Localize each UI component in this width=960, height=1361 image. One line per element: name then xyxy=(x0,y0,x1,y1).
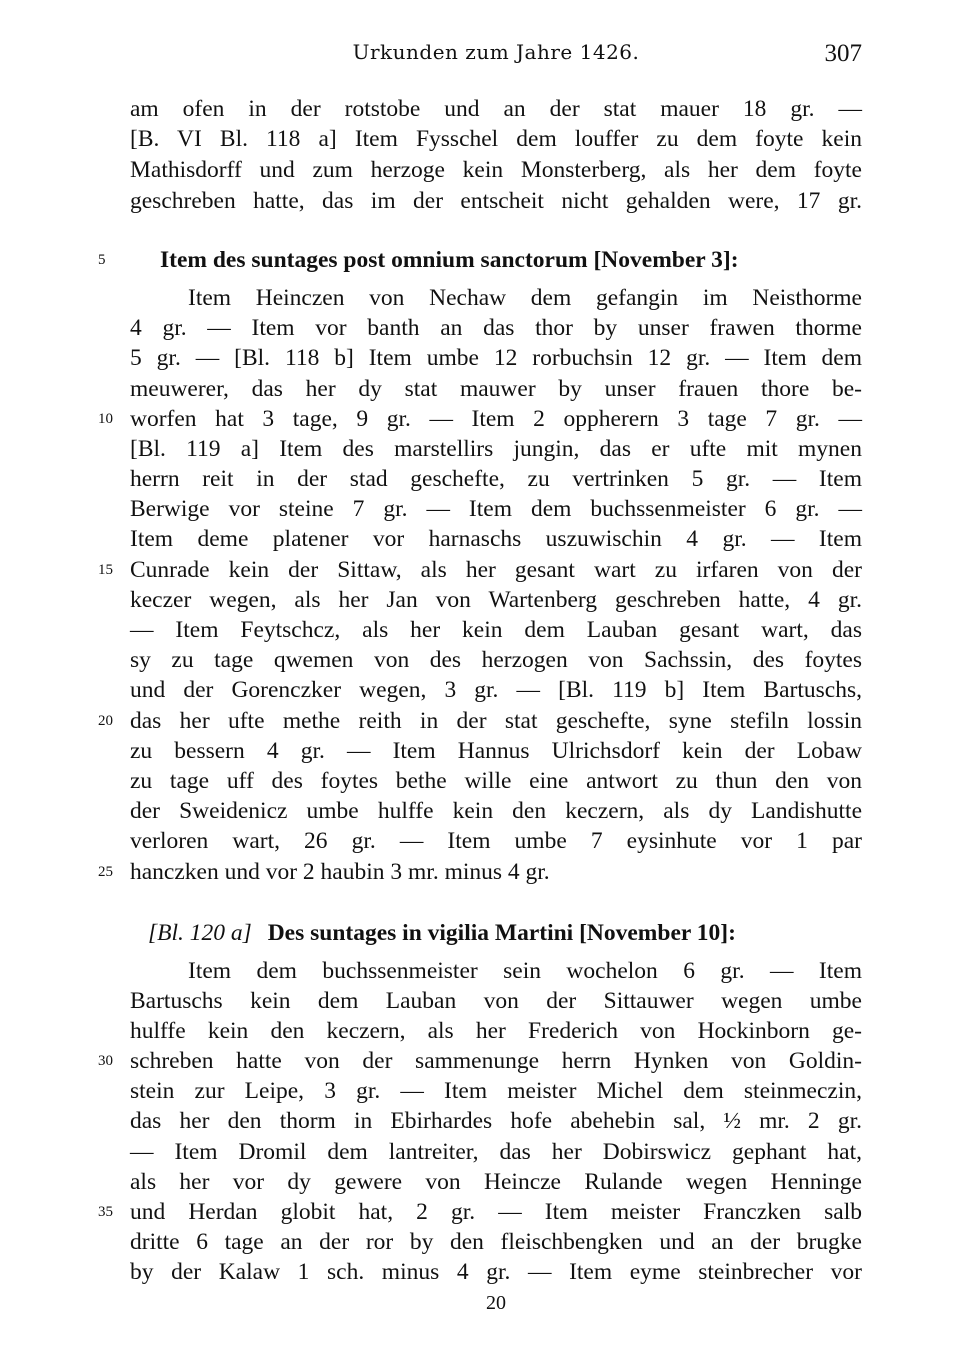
text-line: by der Kalaw 1 sch. minus 4 gr. — Item eyme steinbrecher vor xyxy=(130,1259,862,1285)
text-line: der Sweidenicz umbe hulffe kein den keczern, als dy Landishutte xyxy=(130,798,862,824)
line-number: 35 xyxy=(98,1204,113,1220)
text-line: Item dem buchssenmeister sein wochelon 6 gr. — Item xyxy=(188,958,862,984)
printer-signature: 20 xyxy=(486,1292,506,1314)
text-line: verloren wart, 26 gr. — Item umbe 7 eysinhute vor 1 par xyxy=(130,828,862,854)
text-line: zu tage uff des foytes bethe wille eine antwort zu thun den von xyxy=(130,768,862,794)
text-line: keczer wegen, als her Jan von Wartenberg geschreben hatte, 4 gr. xyxy=(130,587,862,613)
folio-reference: [Bl. 120 a] xyxy=(148,920,252,946)
text-line: hulffe kein den keczern, als her Frederich von Hockinborn ge- xyxy=(130,1018,862,1044)
text-line: Bartuschs kein dem Lauban von der Sittauwer wegen umbe xyxy=(130,988,862,1014)
line-number: 20 xyxy=(98,713,113,729)
text-line: meuwerer, das her dy stat mauwer by unser frauen thore be- xyxy=(130,376,862,402)
text-line: zu bessern 4 gr. — Item Hannus Ulrichsdorf kein der Lobaw xyxy=(130,738,862,764)
text-line: schreben hatte von der sammenunge herrn Hynken von Goldin- xyxy=(130,1048,862,1074)
text-line: herrn reit in der stad geschefte, zu vertrinken 5 gr. — Item xyxy=(130,466,862,492)
text-line: das her ufte methe reith in der stat geschefte, syne stefiln lossin xyxy=(130,708,862,734)
text-line: stein zur Leipe, 3 gr. — Item meister Michel dem steinmeczin, xyxy=(130,1078,862,1104)
text-line: und der Gorenczker wegen, 3 gr. — [Bl. 119 b] Item Bartuschs, xyxy=(130,677,862,703)
text-line: Berwige vor steine 7 gr. — Item dem buchssenmeister 6 gr. — xyxy=(130,496,862,522)
text-line: sy zu tage qwemen von des herzogen von Sachssin, des foytes xyxy=(130,647,862,673)
page-number: 307 xyxy=(824,40,862,67)
text-line: das her den thorm in Ebirhardes hofe abehebin sal, ½ mr. 2 gr. xyxy=(130,1108,862,1134)
page-header xyxy=(130,40,862,76)
line-number: 5 xyxy=(98,252,106,268)
line-number: 25 xyxy=(98,864,113,880)
text-line: Item deme platener vor harnaschs uszuwischin 4 gr. — Item xyxy=(130,526,862,552)
text-line: dritte 6 tage an der ror by den fleischbengken und an der brugke xyxy=(130,1229,862,1255)
line-number: 10 xyxy=(98,411,113,427)
text-line: 4 gr. — Item vor banth an das thor by unser frawen thorme xyxy=(130,315,862,341)
text-line: am ofen in der rotstobe und an der stat mauer 18 gr. — xyxy=(130,96,862,122)
text-line: worfen hat 3 tage, 9 gr. — Item 2 oppherern 3 tage 7 gr. — xyxy=(130,406,862,432)
section-heading: Des suntages in vigilia Martini [November 10]: xyxy=(267,920,736,946)
line-number: 30 xyxy=(98,1053,113,1069)
text-line: [B. VI Bl. 118 a] Item Fysschel dem louffer zu dem foyte kein xyxy=(130,126,862,152)
text-line: — Item Dromil dem lantreiter, das her Dobirswicz gephant hat, xyxy=(130,1139,862,1165)
text-line: 5 gr. — [Bl. 118 b] Item umbe 12 rorbuchsin 12 gr. — Item dem xyxy=(130,345,862,371)
section-heading-row xyxy=(148,918,862,949)
text-line: Cunrade kein der Sittaw, als her gesant wart zu irfaren von der xyxy=(130,557,862,583)
text-line: hanczken und vor 2 haubin 3 mr. minus 4 gr. xyxy=(130,859,550,885)
text-line: — Item Feytschcz, als her kein dem Lauban gesant wart, das xyxy=(130,617,862,643)
section-heading: Item des suntages post omnium sanctorum [November 3]: xyxy=(160,247,739,273)
text-line: [Bl. 119 a] Item des marstellirs jungin, das er ufte mit mynen xyxy=(130,436,862,462)
text-line: geschreben hatte, das im der entscheit nicht gehalden were, 17 gr. xyxy=(130,188,862,214)
text-line: und Herdan globit hat, 2 gr. — Item meister Franczken salb xyxy=(130,1199,862,1225)
text-line: Item Heinczen von Nechaw dem gefangin im Neisthorme xyxy=(188,285,862,311)
text-line: Mathisdorff und zum herzoge kein Monsterberg, als her dem foyte xyxy=(130,157,862,183)
text-line: als her vor dy gewere von Heincze Rulande wegen Henninge xyxy=(130,1169,862,1195)
running-title: Urkunden zum Jahre 1426. xyxy=(352,40,640,64)
line-number: 15 xyxy=(98,562,113,578)
